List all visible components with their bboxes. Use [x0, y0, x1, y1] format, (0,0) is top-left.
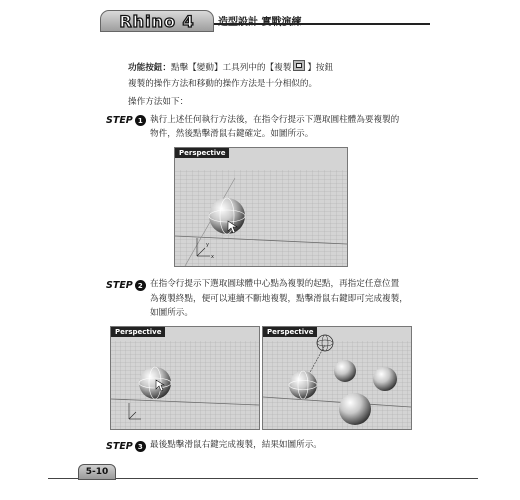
axis-x-label: x — [211, 254, 214, 260]
step-1-line-2: 物件，然後點擊滑鼠右鍵確定。如圖所示。 — [150, 129, 314, 139]
intro-line-3: 操作方法如下： — [128, 97, 189, 107]
axis-y-label: y — [206, 242, 209, 248]
intro-line-2: 複製的操作方法和移動的操作方法是十分相似的。 — [128, 79, 318, 89]
sphere[interactable] — [209, 198, 245, 234]
intro-line-1-text: 點擊【變動】工具列中的【複製 — [170, 63, 292, 73]
perspective-viewport-2[interactable] — [110, 326, 260, 430]
intro-line-1 — [128, 60, 333, 76]
viewport-2-label: Perspective — [111, 327, 165, 337]
viewport-2-scene — [111, 327, 259, 429]
step-2-line-3: 如圖所示。 — [150, 308, 193, 318]
function-button-label: 功能按鈕： — [128, 63, 171, 73]
copy-tool-icon — [293, 60, 305, 71]
step-3-prefix: STEP — [106, 441, 133, 452]
step-3-number: 3 — [135, 441, 146, 452]
step-1-prefix: STEP — [106, 115, 133, 126]
step-3-badge — [106, 441, 146, 452]
intro-line-1-end: 】按鈕 — [307, 63, 334, 73]
page-number: 5-10 — [78, 464, 116, 480]
viewport-1-scene — [175, 148, 347, 266]
viewport-3-label: Perspective — [263, 327, 317, 337]
step-2-line-2: 為複製終點，便可以連續不斷地複製，點擊滑鼠右鍵即可完成複製， — [150, 294, 408, 304]
sphere[interactable] — [289, 371, 317, 399]
step-2-line-1: 在指令行提示下選取圓球體中心點為複製的起點，再指定任意位置 — [150, 279, 400, 289]
step-1-badge — [106, 115, 146, 126]
step-2-number: 2 — [135, 280, 146, 291]
step-1-line-1: 執行上述任何執行方法後，在指令行提示下選取圓柱體為要複製的 — [150, 115, 400, 125]
step-2-badge — [106, 280, 146, 291]
perspective-viewport-3[interactable] — [262, 326, 412, 430]
book-subtitle: 造型設計 實戰演練 — [218, 17, 302, 28]
sphere-copy[interactable] — [339, 393, 371, 425]
viewport-1-label: Perspective — [175, 148, 229, 158]
step-2-prefix: STEP — [106, 280, 133, 291]
step-3-line-1: 最後點擊滑鼠右鍵完成複製，結果如圖所示。 — [150, 440, 322, 450]
step-1-number: 1 — [135, 115, 146, 126]
viewport-3-scene — [263, 327, 411, 429]
sphere-copy[interactable] — [334, 360, 356, 382]
sphere-copy[interactable] — [373, 367, 397, 391]
book-title: Rhino 4 — [119, 11, 195, 31]
sphere[interactable] — [139, 367, 171, 399]
header-tab — [100, 10, 214, 32]
perspective-viewport-1[interactable] — [174, 147, 348, 267]
